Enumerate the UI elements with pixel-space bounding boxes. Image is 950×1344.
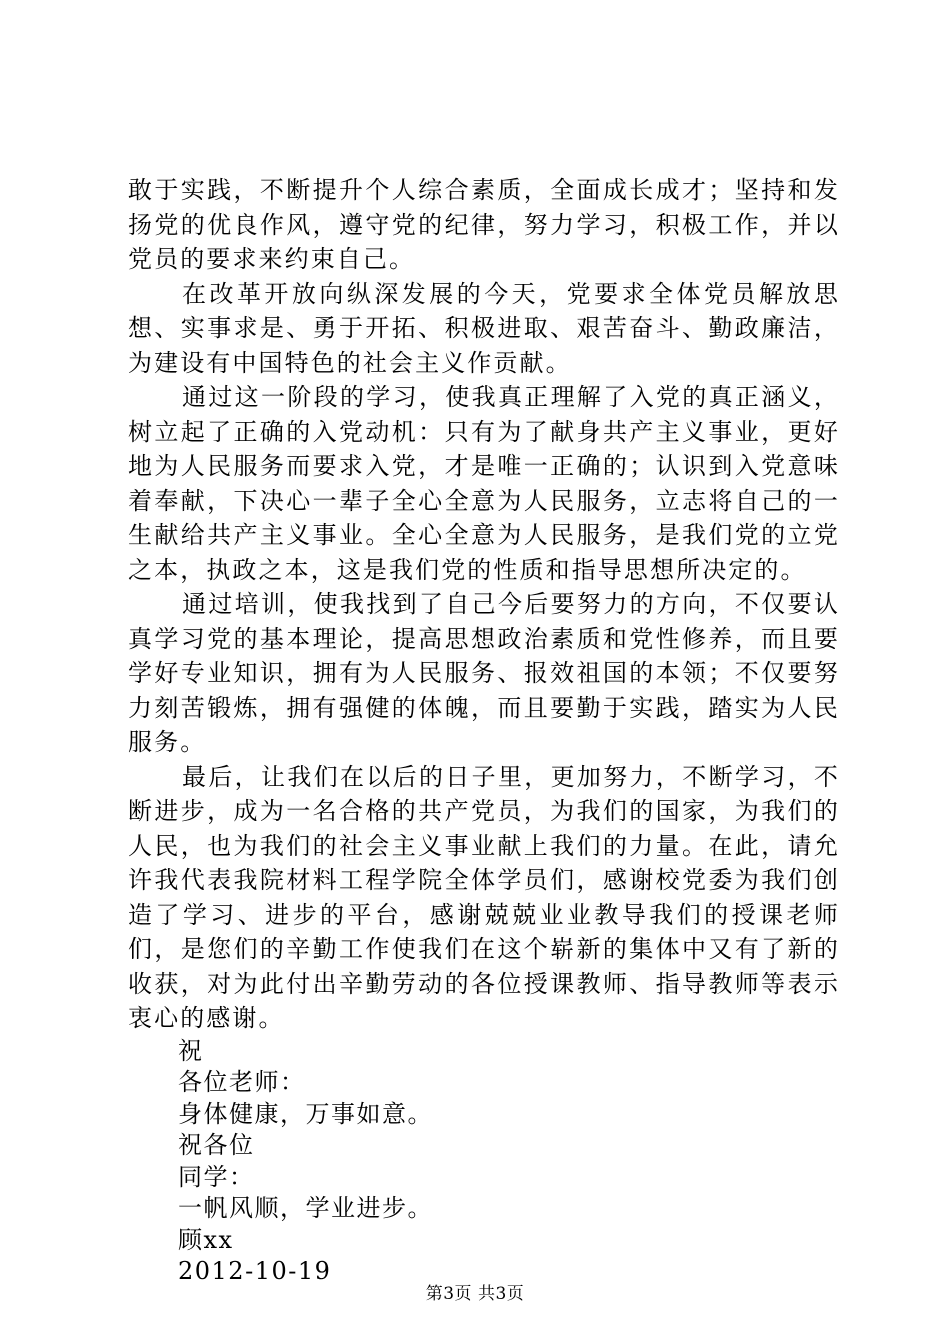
- paragraph-final: 最后，让我们在以后的日子里，更加努力，不断学习，不断进步，成为一名合格的共产党员，为我们的国家，为我们的人民，也为我们的社会主义事业献上我们的力量。在此，请允许我代表我院材料工程学院全体学员们，感谢校党委为我们创造了学习、进步的平台，感谢兢兢业业教导我们的授课老师们，是您们的辛勤工作使我们在这个崭新的集体中又有了新的收获，对为此付出辛勤劳动的各位授课教师、指导教师等表示衷心的感谢。: [128, 762, 840, 1032]
- closing-block: [128, 1036, 840, 1288]
- closing-line: 同学：: [178, 1162, 255, 1191]
- closing-line: 一帆风顺，学业进步。: [178, 1194, 433, 1222]
- paragraph-reform: 在改革开放向纵深发展的今天，党要求全体党员解放思想、实事求是、勇于开拓、积极进取、艰苦奋斗、勤政廉洁，为建设有中国特色的社会主义作贡献。: [128, 279, 840, 377]
- closing-line: 祝: [178, 1036, 204, 1065]
- paragraph-continuation: 敢于实践，不断提升个人综合素质，全面成长成才；坚持和发扬党的优良作风，遵守党的纪律，努力学习，积极工作，并以党员的要求来约束自己。: [128, 176, 840, 273]
- page-footer: 第3页 共3页: [425, 1284, 525, 1304]
- closing-line: 身体健康，万事如意。: [178, 1099, 433, 1128]
- signature: 顾xx: [178, 1225, 234, 1254]
- paragraph-training: 通过培训，使我找到了自己今后要努力的方向，不仅要认真学习党的基本理论，提高思想政治素质和党性修养，而且要学好专业知识，拥有为人民服务、报效祖国的本领；不仅要努力刻苦锻炼，拥有强健的体魄，而且要勤于实践，踏实为人民服务。: [128, 590, 840, 756]
- closing-line: 祝各位: [178, 1131, 255, 1159]
- document-body: [128, 173, 840, 1288]
- closing-line: 各位老师：: [178, 1068, 306, 1096]
- paragraph-study: 通过这一阶段的学习，使我真正理解了入党的真正涵义，树立起了正确的入党动机：只有为了献身共产主义事业，更好地为人民服务而要求入党，才是唯一正确的；认识到入党意味着奉献，下决心一辈子全心全意为人民服务，立志将自己的一生献给共产主义事业。全心全意为人民服务，是我们党的立党之本，执政之本，这是我们党的性质和指导思想所决定的。: [128, 383, 840, 584]
- date: 2012-10-19: [178, 1257, 332, 1285]
